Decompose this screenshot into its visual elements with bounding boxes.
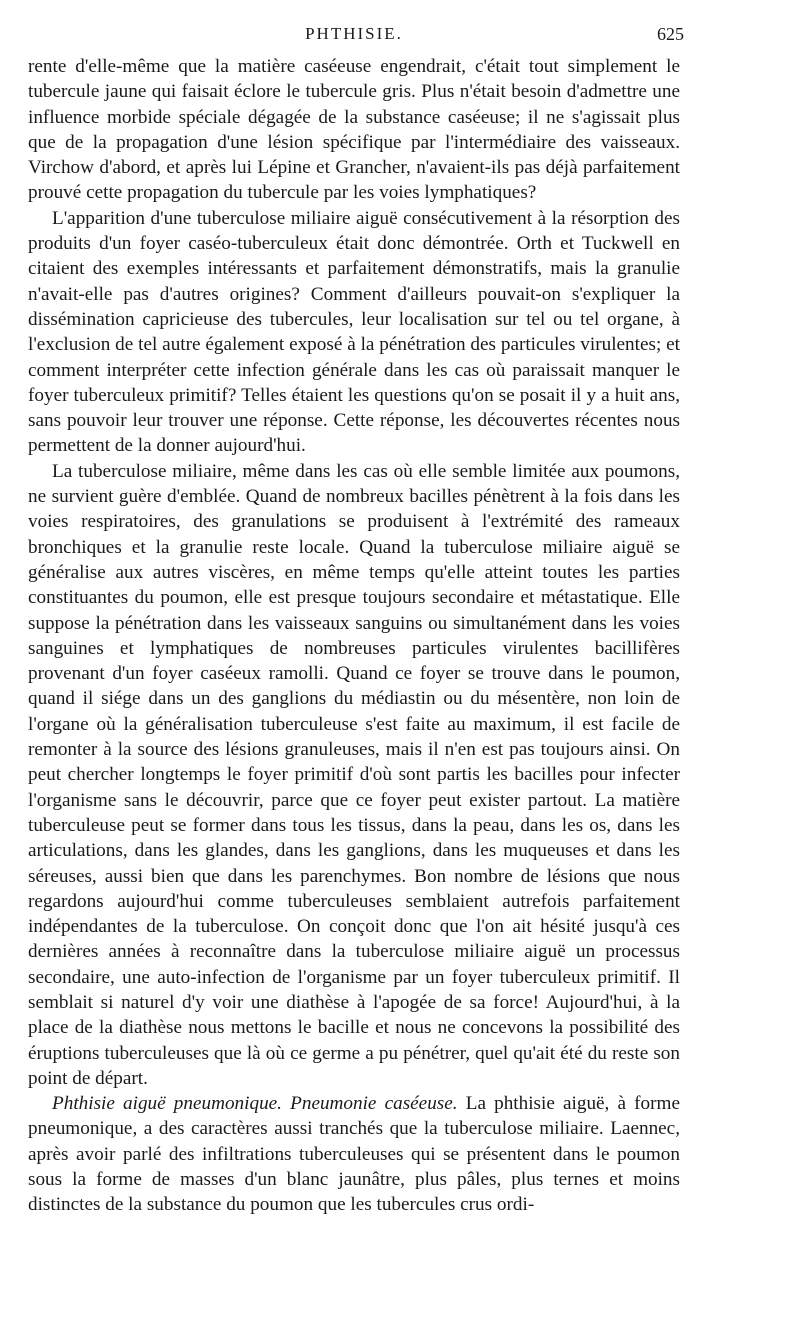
book-page — [28, 20, 684, 1218]
section-heading-italic: Phthisie aiguë pneumonique. Pneumonie caséeuse. — [52, 1093, 458, 1115]
paragraph-pneumonic-phthisis — [28, 1091, 680, 1217]
paragraph-miliary-origin: L'apparition d'une tuberculose miliaire aiguë consécutivement à la résorption des produits d'un foyer caséo-tuberculeux était donc démontrée. Orth et Tuckwell en citaient des exemples intéressants et parfaitement démonstratifs, mais la granulie n'avait-elle pas d'autres origines? Comment d'ailleurs pouvait-on s'expliquer la dissémination capricieuse des tubercules, leur localisation sur tel ou tel organe, à l'exclusion de tel autre également exposé à la pénétration des particules virulentes; et comment interpréter cette infection générale dans les cas où paraissait manquer le foyer tuberculeux primitif? Telles étaient les questions qu'on se posait il y a huit ans, sans pouvoir leur trouver une réponse. Cette réponse, les découvertes récentes nous permettent de la donner aujourd'hui. — [28, 207, 680, 457]
paragraph-continuation: rente d'elle-même que la matière caséeuse engendrait, c'était tout simplement le tubercule jaune qui faisait éclore le tubercule gris. Plus n'était besoin d'admettre une influence morbide spéciale dégagée de la substance caséeuse; il ne s'agissait plus que de la propagation d'une lésion spécifique par l'intermédiaire des vaisseaux. Virchow d'abord, et après lui Lépine et Grancher, n'avaient-ils pas déjà parfaitement prouvé cette propagation du tubercule par les voies lymphatiques? — [28, 56, 680, 204]
page-header — [28, 20, 684, 54]
page-number: 625 — [657, 24, 684, 44]
paragraph-body: La phthisie aiguë, à forme pneumonique, a des caractères aussi tranchés que la tuberculose miliaire. Laennec, après avoir parlé des infiltrations tuberculeuses qui se présentent dans le poumon sous la forme de masses d'un blanc jaunâtre, plus pâles, plus ternes et moins distinctes de la substance du poumon que les tubercules crus ordi- — [28, 1093, 680, 1216]
paragraph-miliary-tuberculosis: La tuberculose miliaire, même dans les cas où elle semble limitée aux poumons, ne survient guère d'emblée. Quand de nombreux bacilles pénètrent à la fois dans les voies respiratoires, des granulations se produisent à l'extrémité des rameaux bronchiques et la granulie reste locale. Quand la tuberculose miliaire aiguë se généralise aux autres viscères, en même temps qu'elle atteint toutes les parties constituantes du poumon, elle est presque toujours secondaire et métastatique. Elle suppose la pénétration dans les vaisseaux sanguins ou simultanément dans les voies sanguines et lymphatiques de nombreuses particules virulentes bacillifères provenant d'un foyer caséeux ramolli. Quand ce foyer se trouve dans le poumon, quand il siége dans un des ganglions du médiastin ou du mésentère, non loin de l'organe où la généralisation tuberculeuse s'est faite au maximum, il est facile de remonter à la source des lésions granuleuses, mais il n'en est pas toujours ainsi. On peut chercher longtemps le foyer primitif d'où sont partis les bacilles pour infecter l'organisme sans le découvrir, parce que ce foyer peut exister partout. La matière tuberculeuse peut se former dans tous les tissus, dans la peau, dans les os, dans les articulations, dans les glandes, dans les ganglions, dans les muqueuses et dans les séreuses, aussi bien que dans les parenchymes. Bon nombre de lésions que nous regardons aujourd'hui comme tuberculeuses semblaient autrefois parfaitement indépendantes de la tuberculose. On conçoit donc que l'on ait hésité jusqu'à ces dernières années à reconnaître dans la tuberculose miliaire aiguë un processus secondaire, une auto-infection de l'organisme par un foyer tuberculeux primitif. Il semblait si naturel d'y voir une diathèse à l'apogée de sa force! Aujourd'hui, à la place de la diathèse nous mettons le bacille et nous ne concevons la possibilité des éruptions tuberculeuses que là où ce germe a pu pénétrer, quel qu'ait été du reste son point de départ. — [28, 460, 680, 1089]
running-head: PHTHISIE. — [305, 24, 403, 43]
